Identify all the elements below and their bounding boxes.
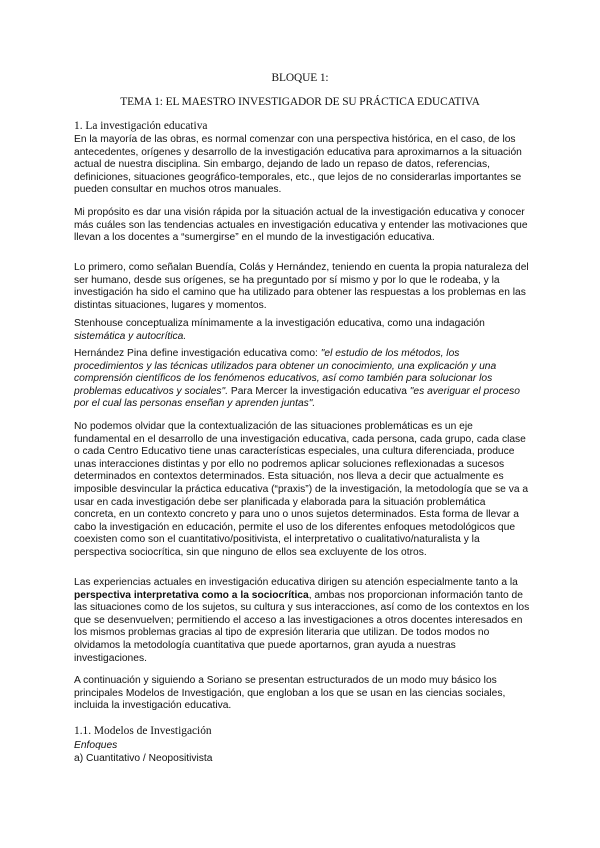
paragraph-stenhouse	[74, 318, 530, 343]
stenhouse-quote: sistemática y autocrítica.	[74, 330, 187, 342]
subsection-title: 1.1. Modelos de Investigación	[74, 725, 212, 737]
mercer-text: Para Mercer la investigación educativa	[228, 385, 410, 397]
experiences-text: Las experiencias actuales en investigación educativa dirigen su atención especialmente tanto a la	[74, 577, 518, 588]
paragraph-experiences	[74, 577, 530, 665]
experiences-rest: , ambas nos proporcionan información tanto de las situaciones como de los sujetos, su cultura y sus interacciones, así como de los contextos en los que se desenvuelven; permitiendo el acceso a las investigaciones a otros docentes interesados en los mismos problemas gracias al tipo de expresión literaria que utilizan. De todos modos no olvidamos la metodología cuantitativa que puede aportarnos, gran ayuda a nuestras investigaciones.	[74, 589, 530, 664]
block-heading: BLOQUE 1:	[271, 72, 329, 84]
mercer-quote: "es averiguar el proceso por el cual las personas enseñan y aprenden juntas".	[74, 385, 520, 410]
topic-heading: TEMA 1: EL MAESTRO INVESTIGADOR DE SU PRÁCTICA EDUCATIVA	[120, 96, 480, 108]
paragraph-definitions	[74, 348, 530, 411]
hernandez-text: Hernández Pina define investigación educativa como:	[74, 348, 321, 359]
hernandez-quote: "el estudio de los métodos, los procedimientos y las técnicas utilizados para obtener un conocimiento, una explicación y una comprensión científicos de los fenómenos educativos, así como también para solucionar los problemas educativos y sociales".	[74, 348, 497, 397]
enfoques-label: Enfoques	[74, 740, 118, 751]
section-title: 1. La investigación educativa	[74, 120, 208, 132]
stenhouse-text: Stenhouse conceptualiza mínimamente a la investigación educativa, como una indagación	[74, 318, 485, 329]
paragraph-intro: En la mayoría de las obras, es normal comenzar con una perspectiva histórica, en el caso, de los antecedentes, orígenes y desarrollo de la investigación educativa para aproximarnos a la situación actual de nuestra disciplina. Sin embargo, dejando de lado un repaso de datos, referencias, definiciones, situaciones geográfico-temporales, etc., que lejos de no considerarlas importantes se pueden consultar en muchos otros manuales.	[74, 134, 522, 196]
paragraph-origins: Lo primero, como señalan Buendía, Colás y Hernández, teniendo en cuenta la propia naturaleza del ser humano, desde sus orígenes, se ha preguntado por sí mismo y por lo que le rodeaba, y la investigación ha sido el camino que ha utilizado para obtener las respuestas a los problemas en las distintas situaciones, lugares y momentos.	[74, 262, 529, 311]
experiences-bold: perspectiva interpretativa como a la sociocrítica	[74, 589, 309, 601]
paragraph-purpose: Mi propósito es dar una visión rápida por la situación actual de la investigación educativa y conocer más cuáles son las tendencias actuales en investigación educativa y entender las motivaciones que llevan a los docentes a “sumergirse” en el mundo de la investigación educativa.	[74, 207, 528, 244]
list-item-a: a) Cuantitativo / Neopositivista	[74, 753, 213, 764]
paragraph-soriano: A continuación y siguiendo a Soriano se presentan estructurados de un modo muy básico los principales Modelos de Investigación, que engloban a los que se usan en las ciencias sociales, incluida la investigación educativa.	[74, 675, 506, 712]
paragraph-context: No podemos olvidar que la contextualización de las situaciones problemáticas es un eje fundamental en el desarrollo de una investigación educativa, cada persona, cada grupo, cada clase o cada Centro Educativo tiene unas características especiales, una cultura diferenciada, produce unas interacciones distintas y por ello no podremos aplicar soluciones reflexionadas a sucesos determinados en contextos determinados. Esta situación, nos lleva a decir que actualmente es imposible desvincular la práctica educativa (“praxis”) de la investigación, la metodología que se va a usar en cada investigación debe ser planificada y elaborada para la situación problemática concreta, en un contexto concreto y para uno o unos sujetos determinados. Esta forma de llevar a cabo la investigación en educación, permite el uso de los diferentes enfoques metodológicos que coexisten como son el cuantitativo/positivista, el interpretativo o cualitativo/naturalista y la perspectiva sociocrítica, sin que ninguno de ellos sea excluyente de los otros.	[74, 421, 529, 558]
